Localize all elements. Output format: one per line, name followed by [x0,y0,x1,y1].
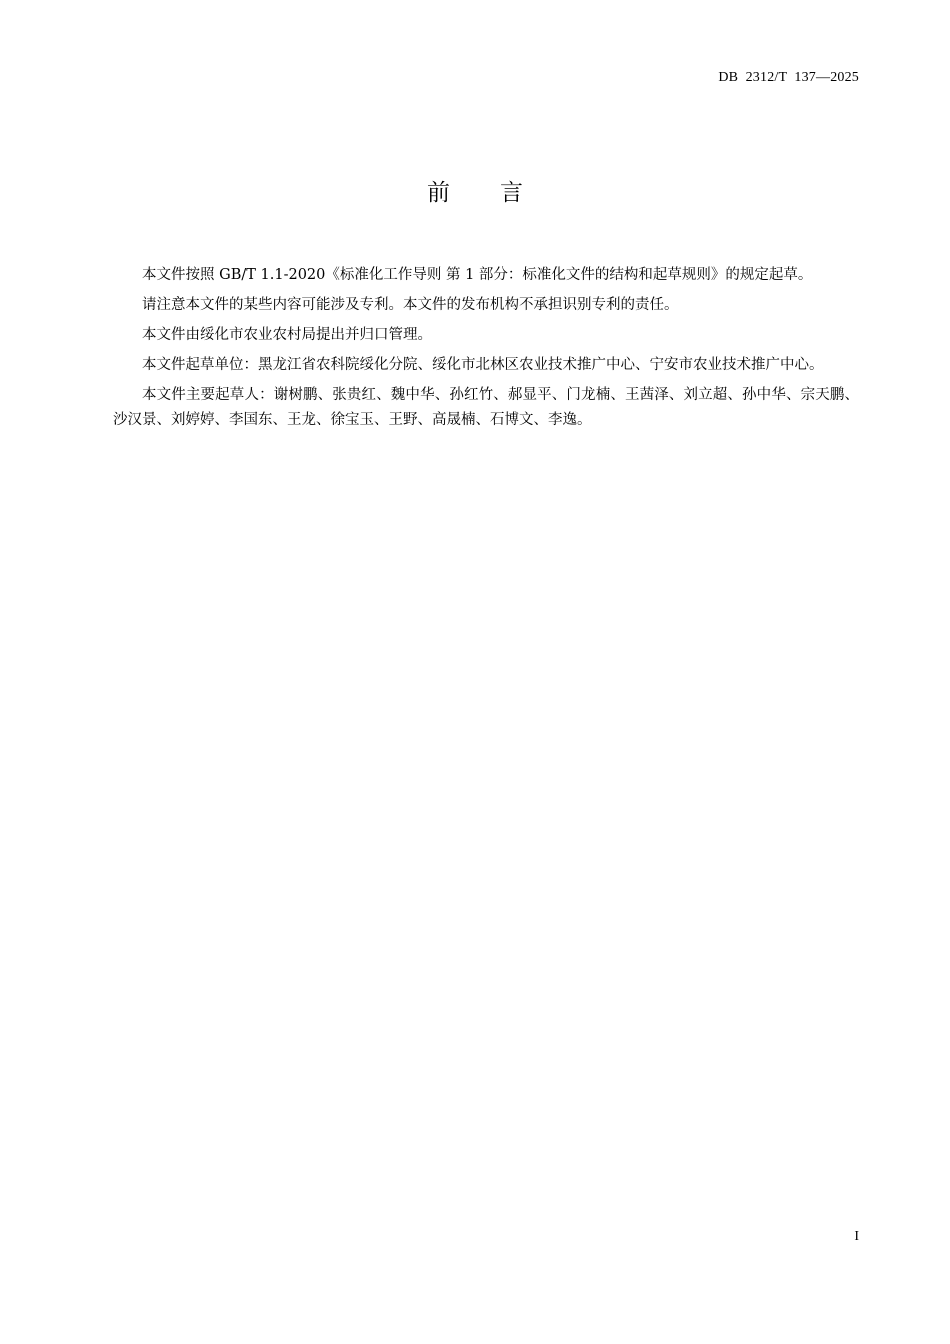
document-number: DB 2312/T 137—2025 [718,70,859,85]
paragraph-drafting-rules: 本文件按照 GB/T 1.1-2020《标准化工作导则 第 1 部分：标准化文件的结构和起草规则》的规定起草。 [142,267,813,283]
page-number: I [854,1229,859,1244]
paragraph-proposer: 本文件由绥化市农业农村局提出并归口管理。 [142,327,432,343]
page-title: 前言 [427,180,573,206]
paragraph-drafters: 本文件主要起草人：谢树鹏、张贵红、魏中华、孙红竹、郝显平、门龙楠、王茜泽、刘立超、孙中华、宗天鹏、沙汉景、刘婷婷、李国东、王龙、徐宝玉、王野、高晟楠、石博文、李逸。 [113,387,859,428]
paragraph-drafting-units: 本文件起草单位：黑龙江省农科院绥化分院、绥化市北林区农业技术推广中心、宁安市农业技术推广中心。 [142,357,824,373]
paragraph-patent-notice: 请注意本文件的某些内容可能涉及专利。本文件的发布机构不承担识别专利的责任。 [142,297,679,313]
foreword-body [113,263,859,438]
